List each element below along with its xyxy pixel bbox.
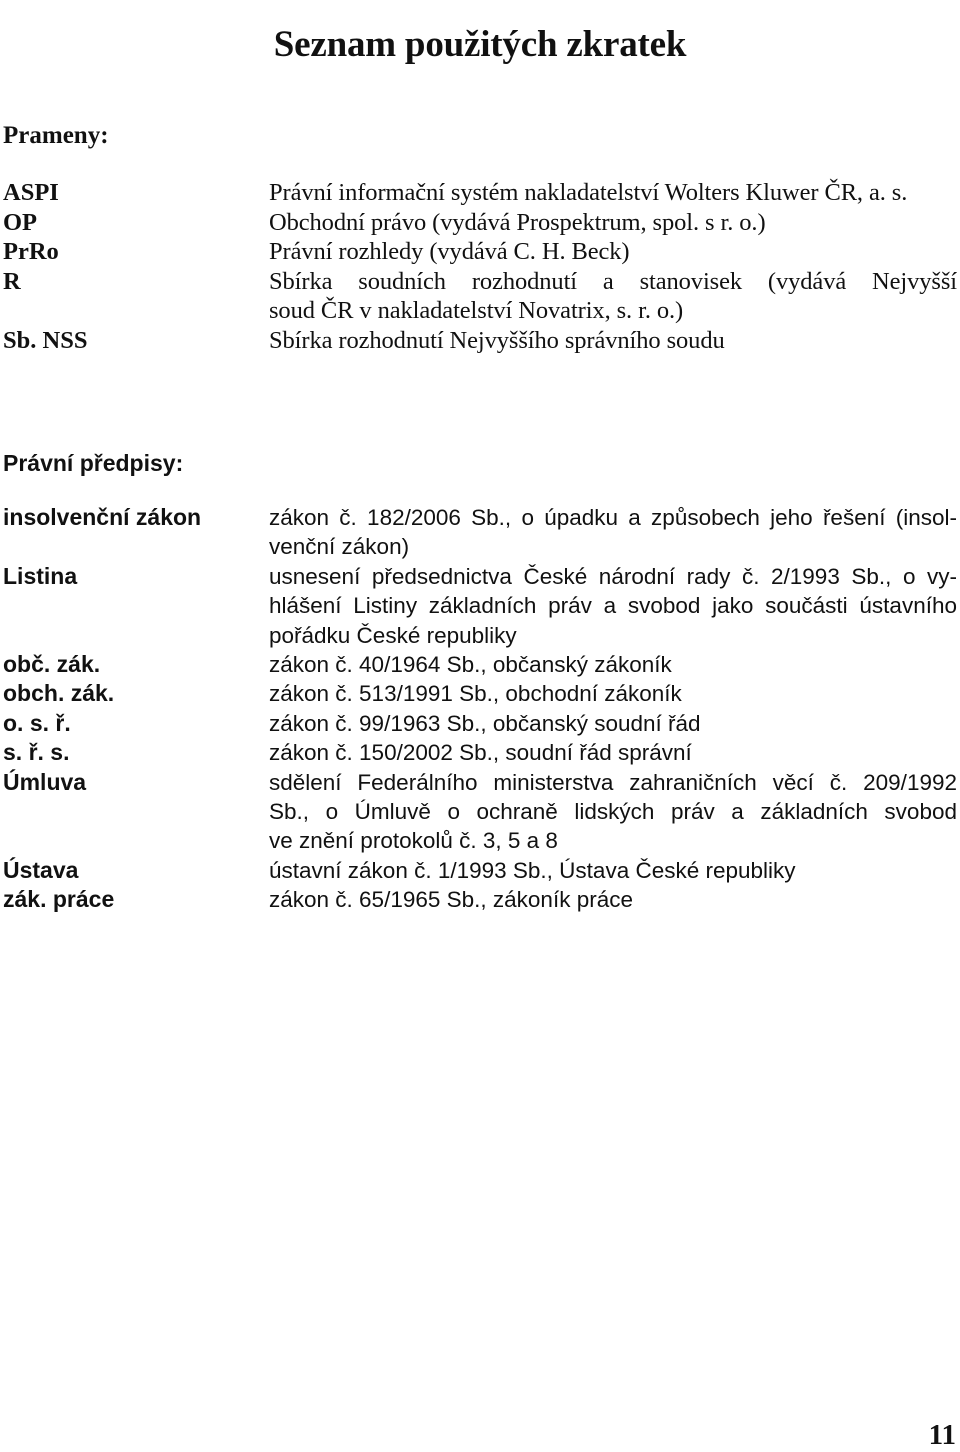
abbreviation-term: zák. práce [3,886,115,913]
page-number: 11 [928,1419,956,1451]
abbreviation-term: Listina [3,562,78,589]
abbreviation-definition [269,768,957,856]
abbreviation-definition [269,208,957,238]
definition-line: Právní informační systém nakladatelství Wolters Kluwer ČR, a. s. [269,179,908,206]
abbreviation-entry [3,856,957,885]
definition-line: soud ČR v nakladatelství Novatrix, s. r. o.) [269,297,684,324]
abbreviation-definition [269,738,957,767]
definition-line: zákon č. 40/1964 Sb., občanský zákoník [269,652,672,678]
sources-list [3,178,957,355]
definition-line: zákon č. 65/1965 Sb., zákoník práce [269,887,633,913]
abbreviation-entry [3,650,957,679]
abbreviation-definition [269,650,957,679]
regulations-list [3,503,957,915]
abbreviation-term: ASPI [3,179,59,206]
definition-line: Sbírka rozhodnutí Nejvyššího správního soudu [269,326,725,354]
abbreviation-entry [3,237,957,267]
definition-line: sdělení Federálního ministerstva zahraničních věcí č. 209/1992 [269,769,957,795]
definition-line: zákon č. 99/1963 Sb., občanský soudní řád [269,710,701,736]
abbreviation-definition [269,885,957,914]
abbreviation-definition [269,709,957,738]
abbreviation-entry [3,178,957,208]
abbreviation-term: PrRo [3,238,59,265]
definition-line: zákon č. 182/2006 Sb., o úpadku a způsobech jeho řešení (insol- [269,505,957,530]
abbreviation-definition [269,237,957,267]
abbreviation-definition [269,856,957,885]
abbreviation-term: R [3,267,21,295]
definition-line: Sbírka soudních rozhodnutí a stanovisek (vydává Nejvyšší [269,267,957,295]
definition-line: usnesení předsednictva České národní rady č. 2/1993 Sb., o vy- [269,563,957,589]
abbreviation-entry [3,503,957,562]
abbreviation-term: obch. zák. [3,680,115,707]
abbreviation-entry [3,709,957,738]
definition-line: Právní rozhledy (vydává C. H. Beck) [269,238,630,265]
abbreviation-definition [269,562,957,650]
abbreviation-term: Sb. NSS [3,326,88,354]
abbreviation-definition [269,679,957,708]
definition-line: ústavní zákon č. 1/1993 Sb., Ústava České republiky [269,857,796,883]
abbreviation-entry [3,885,957,914]
abbreviation-term: s. ř. s. [3,739,70,766]
abbreviation-entry [3,208,957,238]
abbreviation-term: insolvenční zákon [3,504,202,530]
abbreviation-entry [3,267,957,326]
abbreviation-entry [3,679,957,708]
sources-heading: Prameny: [3,122,109,149]
definition-line: venční zákon) [269,534,410,560]
page-title: Seznam použitých zkratek [273,23,687,65]
definition-line: pořádku České republiky [269,622,517,648]
abbreviation-entry [3,562,957,650]
abbreviation-term: obč. zák. [3,651,101,678]
abbreviation-term: Úmluva [3,768,87,795]
abbreviation-term: Ústava [3,856,79,883]
regulations-heading: Právní předpisy: [3,450,184,476]
definition-line: ve znění protokolů č. 3, 5 a 8 [269,828,558,854]
definition-line: Sb., o Úmluvě o ochraně lidských práv a základních svobod [269,799,957,825]
abbreviation-definition [269,503,957,562]
abbreviation-term: o. s. ř. [3,709,71,736]
abbreviation-entry [3,768,957,856]
abbreviation-definition [269,267,957,326]
abbreviation-entry [3,326,957,356]
abbreviation-entry [3,738,957,767]
definition-line: hlášení Listiny základních práv a svobod jako součásti ústavního [269,593,957,619]
abbreviation-definition [269,326,957,356]
definition-line: zákon č. 513/1991 Sb., obchodní zákoník [269,681,682,707]
abbreviation-term: OP [3,208,38,236]
abbreviation-definition [269,178,957,208]
definition-line: Obchodní právo (vydává Prospektrum, spol. s r. o.) [269,208,766,236]
definition-line: zákon č. 150/2002 Sb., soudní řád správní [269,740,692,766]
